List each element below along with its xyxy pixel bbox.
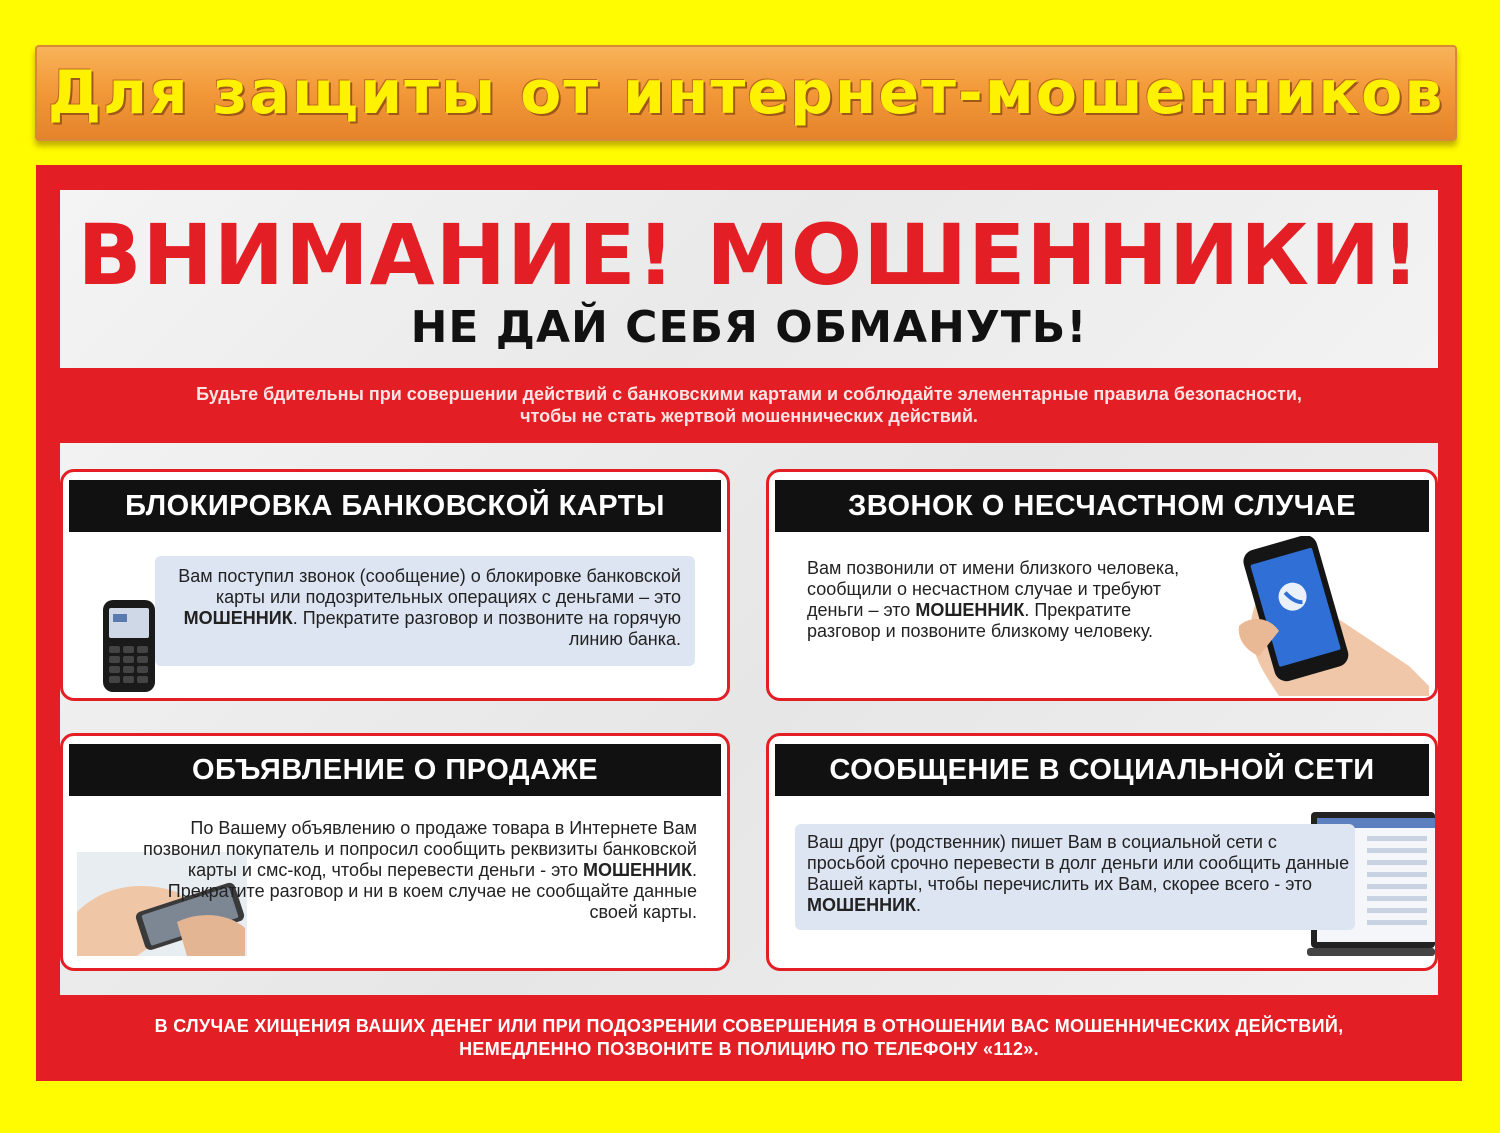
card-title: БЛОКИРОВКА БАНКОВСКОЙ КАРТЫ <box>69 480 721 532</box>
hand-smartphone-icon <box>1219 536 1429 700</box>
card-title: СООБЩЕНИЕ В СОЦИАЛЬНОЙ СЕТИ <box>775 744 1429 796</box>
card-keyword: МОШЕННИК <box>915 600 1025 620</box>
poster-header <box>60 190 1438 368</box>
card-card-blocking <box>60 469 730 701</box>
scam-cards-panel <box>60 443 1438 995</box>
card-text: Ваш друг (родственник) пишет Вам в социальной сети с просьбой срочно перевести в долг деньги или сообщить данные Вашей карты, чтобы перечислить их Вам, скорее всего - это <box>807 832 1350 894</box>
card-text-end: . Прекратите разговор и ни в коем случае не сообщайте данные своей карты. <box>167 860 697 922</box>
card-description <box>123 818 697 923</box>
card-description <box>155 556 695 666</box>
poster-intro <box>60 383 1438 427</box>
footer-line-1: В СЛУЧАЕ ХИЩЕНИЯ ВАШИХ ДЕНЕГ ИЛИ ПРИ ПОДОЗРЕНИИ СОВЕРШЕНИЯ В ОТНОШЕНИИ ВАС МОШЕННИЧЕСКИХ ДЕЙСТВИЙ, <box>154 1016 1344 1036</box>
title-banner <box>35 45 1457 141</box>
warning-poster <box>36 165 1462 1081</box>
card-keyword: МОШЕННИК <box>807 895 917 915</box>
card-title: ЗВОНОК О НЕСЧАСТНОМ СЛУЧАЕ <box>775 480 1429 532</box>
card-social-message <box>766 733 1438 971</box>
card-text: По Вашему объявлению о продаже товара в Интернете Вам позвонил покупатель и попросил сообщить реквизиты банковской карты и смс-код, чтобы перевести деньги - это <box>143 818 697 880</box>
card-text-end: . Прекратите разговор и позвоните близкому человеку. <box>807 600 1154 641</box>
footer-line-2: НЕМЕДЛЕННО ПОЗВОНИТЕ В ПОЛИЦИЮ ПО ТЕЛЕФОНУ «112». <box>459 1039 1039 1059</box>
card-keyword: МОШЕННИК <box>183 608 293 628</box>
card-description <box>807 558 1207 642</box>
poster-headline: ВНИМАНИЕ! МОШЕННИКИ! <box>77 206 1421 304</box>
page-title: Для защиты от интернет-мошенников <box>47 58 1445 128</box>
card-text: Вам позвонили от имени близкого человека, сообщили о несчастном случае и требуют деньги – это <box>807 558 1180 620</box>
poster-footer <box>60 1015 1438 1061</box>
card-text: Вам поступил звонок (сообщение) о блокировке банковской карты или подозрительных операциях с деньгами – это <box>178 566 681 607</box>
intro-line-2: чтобы не стать жертвой мошеннических действий. <box>520 406 978 426</box>
card-text-end: . <box>916 895 922 915</box>
mobile-phone-icon <box>99 598 159 698</box>
card-sale-ad <box>60 733 730 971</box>
card-accident-call <box>766 469 1438 701</box>
card-keyword: МОШЕННИК <box>582 860 692 880</box>
intro-line-1: Будьте бдительны при совершении действий с банковскими картами и соблюдайте элементарные правила безопасности, <box>196 384 1302 404</box>
poster-subheadline: НЕ ДАЙ СЕБЯ ОБМАНУТЬ! <box>410 302 1088 353</box>
card-description <box>795 824 1355 930</box>
card-text-end: . Прекратите разговор и позвоните на горячую линию банка. <box>292 608 681 649</box>
card-title: ОБЪЯВЛЕНИЕ О ПРОДАЖЕ <box>69 744 721 796</box>
